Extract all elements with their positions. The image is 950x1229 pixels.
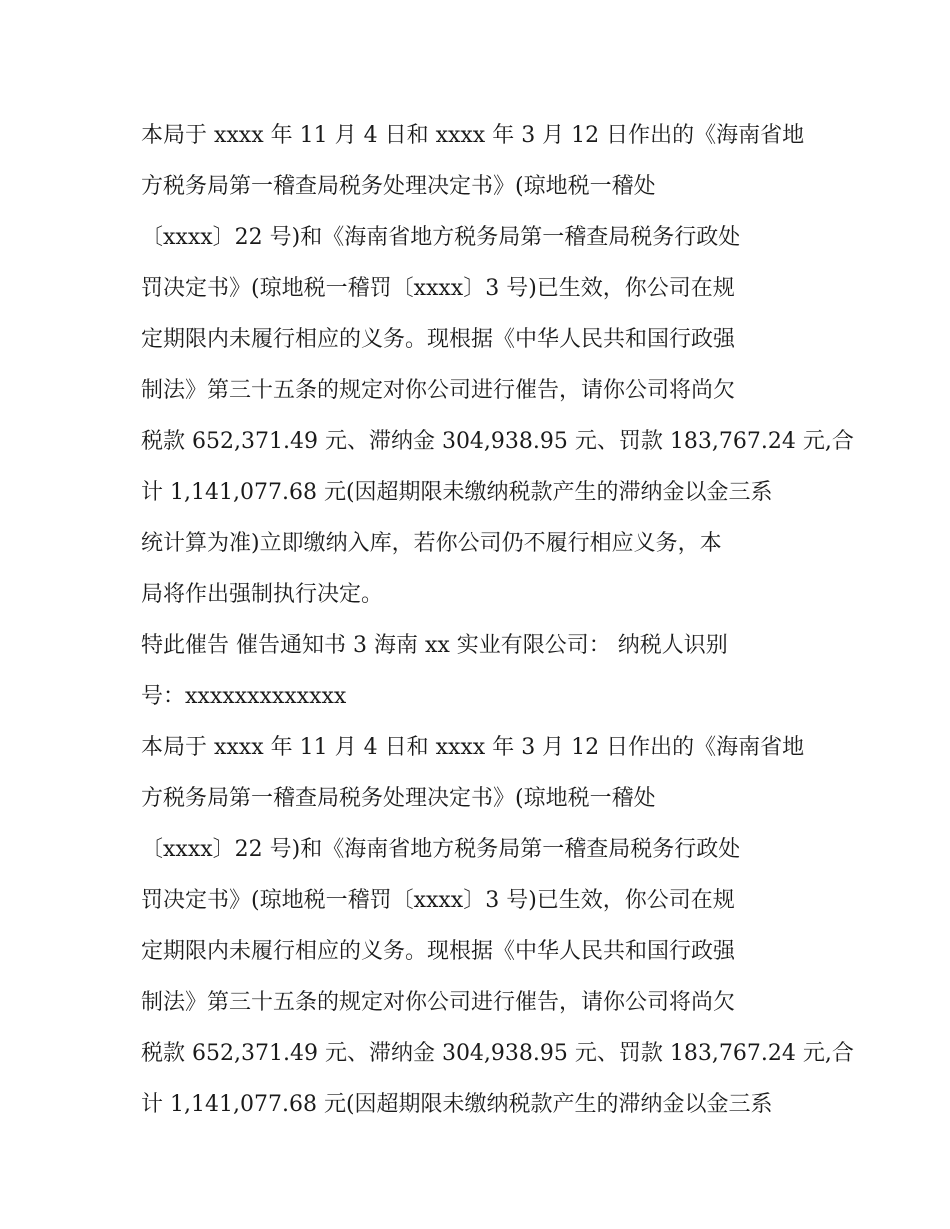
text-line: 税款 652,371.49 元、滞纳金 304,938.95 元、罚款 183,767.24 元,合 [141, 1041, 854, 1066]
text-line: 制法》第三十五条的规定对你公司进行催告，请你公司将尚欠 [141, 990, 736, 1015]
text-line: 税款 652,371.49 元、滞纳金 304,938.95 元、罚款 183,767.24 元,合 [141, 429, 854, 454]
text-line: 统计算为准)立即缴纳入库，若你公司仍不履行相应义务，本 [141, 531, 722, 556]
text-line: 本局于 xxxx 年 11 月 4 日和 xxxx 年 3 月 12 日作出的《海南省地 [141, 735, 805, 760]
text-line: 号：xxxxxxxxxxxxx [141, 684, 347, 709]
text-line: 计 1,141,077.68 元(因超期限未缴纳税款产生的滞纳金以金三系 [141, 1092, 773, 1117]
text-line: 定期限内未履行相应的义务。现根据《中华人民共和国行政强 [141, 327, 736, 352]
text-line: 计 1,141,077.68 元(因超期限未缴纳税款产生的滞纳金以金三系 [141, 480, 773, 505]
document-body [141, 110, 854, 1130]
text-line: 局将作出强制执行决定。 [141, 582, 384, 607]
text-line: 特此催告 催告通知书 3 海南 xx 实业有限公司： 纳税人识别 [141, 633, 728, 658]
text-line: 罚决定书》(琼地税一稽罚〔xxxx〕3 号)已生效，你公司在规 [141, 888, 735, 913]
text-line: 方税务局第一稽查局税务处理决定书》(琼地税一稽处 [141, 786, 656, 811]
text-line: 〔xxxx〕22 号)和《海南省地方税务局第一稽查局税务行政处 [141, 837, 741, 862]
text-line: 本局于 xxxx 年 11 月 4 日和 xxxx 年 3 月 12 日作出的《海南省地 [141, 123, 805, 148]
text-line: 定期限内未履行相应的义务。现根据《中华人民共和国行政强 [141, 939, 736, 964]
text-line: 〔xxxx〕22 号)和《海南省地方税务局第一稽查局税务行政处 [141, 225, 741, 250]
text-line: 制法》第三十五条的规定对你公司进行催告，请你公司将尚欠 [141, 378, 736, 403]
text-line: 方税务局第一稽查局税务处理决定书》(琼地税一稽处 [141, 174, 656, 199]
text-line: 罚决定书》(琼地税一稽罚〔xxxx〕3 号)已生效，你公司在规 [141, 276, 735, 301]
